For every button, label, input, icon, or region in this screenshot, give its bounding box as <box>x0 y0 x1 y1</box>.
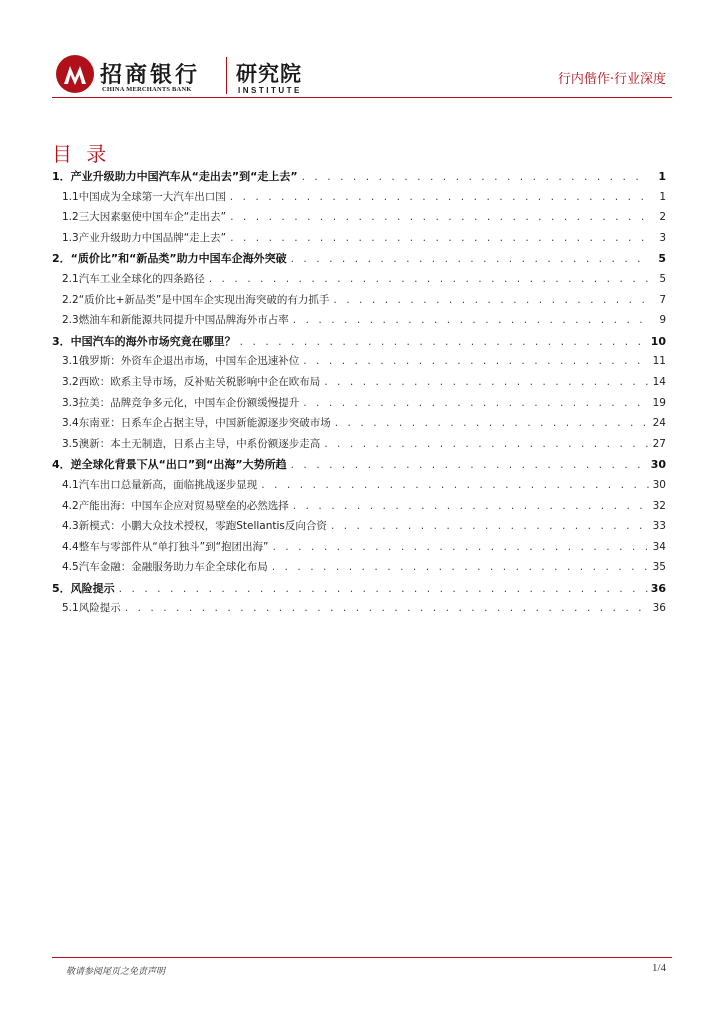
toc-page-number: 36 <box>650 581 666 595</box>
toc-dot-leader <box>332 296 649 306</box>
toc-section-entry[interactable] <box>52 230 666 251</box>
disclaimer-note: 敬请参阅尾页之免责声明 <box>66 967 166 977</box>
bank-name-en: CHINA MERCHANTS BANK <box>102 86 192 93</box>
toc-page-number: 3 <box>659 231 666 244</box>
toc-dot-leader <box>229 213 649 223</box>
toc-page-number: 2 <box>659 211 666 224</box>
toc-page-number: 32 <box>652 499 666 512</box>
toc-dot-leader <box>292 502 649 512</box>
toc-entry-label: 5．风险提示 <box>52 581 115 595</box>
toc-dot-leader <box>229 234 649 244</box>
toc-page-number: 11 <box>652 355 666 368</box>
toc-entry-label: 3.2西欧：欧系主导市场，反补贴关税影响中企在欧布局 <box>62 375 321 388</box>
toc-section-entry[interactable] <box>52 189 666 210</box>
toc-page-number: 1 <box>659 190 666 203</box>
toc-chapter-entry[interactable] <box>52 333 666 354</box>
toc-page-number: 19 <box>652 396 666 409</box>
toc-dot-leader <box>302 399 649 409</box>
toc-section-entry[interactable] <box>52 353 666 374</box>
toc-page-number: 27 <box>652 437 666 450</box>
toc-entry-label: 4.1汽车出口总量新高，面临挑战逐步显现 <box>62 478 258 491</box>
toc-page-number: 30 <box>650 458 666 472</box>
toc-page-number: 24 <box>652 417 666 430</box>
toc-section-entry[interactable] <box>52 292 666 313</box>
toc-dot-leader <box>290 461 648 471</box>
toc-chapter-entry[interactable] <box>52 250 666 271</box>
toc-dot-leader <box>229 193 649 203</box>
report-type: 行内偕作·行业深度 <box>557 72 666 87</box>
toc-section-entry[interactable] <box>52 436 666 457</box>
toc-dot-leader <box>271 543 649 553</box>
toc-page-number: 10 <box>650 334 666 348</box>
toc-section-entry[interactable] <box>52 209 666 230</box>
toc-entry-label: 3.4东南亚：日系车企占据主导，中国新能源逐步突破市场 <box>62 417 331 430</box>
toc-section-entry[interactable] <box>52 498 666 519</box>
toc-entry-label: 4.3新模式：小鹏大众技术授权，零跑Stellantis反向合资 <box>62 520 327 533</box>
toc-entry-label: 1.3产业升级助力中国品牌“走上去” <box>62 231 227 244</box>
toc-dot-leader <box>323 378 649 388</box>
toc-dot-leader <box>260 481 649 491</box>
header-divider <box>52 97 672 98</box>
toc-page-number: 36 <box>652 602 666 615</box>
toc-section-entry[interactable] <box>52 395 666 416</box>
toc-dot-leader <box>330 522 649 532</box>
toc-dot-leader <box>301 173 649 183</box>
toc-dot-leader <box>334 419 649 429</box>
toc-page-number: 1 <box>658 170 666 183</box>
toc-dot-leader <box>292 316 649 326</box>
toc-entry-label: 1.1中国成为全球第一大汽车出口国 <box>62 190 226 203</box>
toc-section-entry[interactable] <box>52 600 666 621</box>
toc-entry-label: 2.3燃油车和新能源共同提升中国品牌海外市占率 <box>62 314 289 327</box>
toc-dot-leader <box>239 338 648 348</box>
toc-page-number: 5 <box>658 252 666 266</box>
institute-name-cn: 研究院 <box>236 62 302 86</box>
toc-chapter-entry[interactable] <box>52 168 666 189</box>
toc-entry-label: 3．中国汽车的海外市场究竟在哪里？ <box>52 334 236 348</box>
toc-page-number: 9 <box>659 314 666 327</box>
toc-chapter-entry[interactable] <box>52 580 666 601</box>
toc-entry-label: 2.1汽车工业全球化的四条路径 <box>62 272 205 285</box>
toc-chapter-entry[interactable] <box>52 456 666 477</box>
toc-entry-label: 2.2“质价比+新品类”是中国车企实现出海突破的有力抓手 <box>62 293 330 306</box>
toc-entry-label: 4.2产能出海：中国车企应对贸易壁垒的必然选择 <box>62 499 289 512</box>
toc-page-number: 35 <box>652 561 666 574</box>
toc-page-number: 5 <box>659 272 666 285</box>
page-header <box>0 0 724 100</box>
toc-entry-label: 4.5汽车金融：金融服务助力车企全球化布局 <box>62 561 268 574</box>
logo-divider <box>226 57 227 94</box>
page-number: 1/4 <box>651 962 666 974</box>
toc-section-entry[interactable] <box>52 271 666 292</box>
institute-name-en: INSTITUTE <box>238 86 302 95</box>
table-of-contents <box>52 168 666 621</box>
toc-dot-leader <box>323 440 649 450</box>
toc-section-entry[interactable] <box>52 559 666 580</box>
toc-dot-leader <box>124 604 649 614</box>
toc-section-entry[interactable] <box>52 415 666 436</box>
toc-page-number: 7 <box>659 293 666 306</box>
toc-section-entry[interactable] <box>52 374 666 395</box>
toc-page-number: 30 <box>652 478 666 491</box>
toc-entry-label: 3.1俄罗斯：外资车企退出市场，中国车企迅速补位 <box>62 355 300 368</box>
bank-name-cn: 招商银行 <box>100 63 201 88</box>
toc-page-number: 33 <box>652 520 666 533</box>
toc-entry-label: 2．“质价比”和“新品类”助力中国车企海外突破 <box>52 252 287 266</box>
toc-entry-label: 4.4整车与零部件从“单打独斗”到“抱团出海” <box>62 540 269 553</box>
toc-section-entry[interactable] <box>52 312 666 333</box>
toc-section-entry[interactable] <box>52 477 666 498</box>
toc-page-number: 34 <box>652 540 666 553</box>
toc-entry-label: 3.5澳新：本土无制造，日系占主导，中系份额逐步走高 <box>62 437 321 450</box>
toc-entry-label: 5.1风险提示 <box>62 602 121 615</box>
toc-section-entry[interactable] <box>52 539 666 560</box>
toc-dot-leader <box>208 275 649 285</box>
toc-dot-leader <box>290 255 649 265</box>
toc-dot-leader <box>118 585 648 595</box>
toc-dot-leader <box>271 563 649 573</box>
toc-page-number: 14 <box>652 375 666 388</box>
footer-divider <box>52 957 672 958</box>
toc-entry-label: 1．产业升级助力中国汽车从“走出去”到“走上去” <box>52 170 298 183</box>
toc-section-entry[interactable] <box>52 518 666 539</box>
toc-title: 目 录 <box>52 142 111 166</box>
cmb-logo-icon <box>55 54 95 94</box>
toc-entry-label: 1.2三大因素驱使中国车企“走出去” <box>62 211 227 224</box>
toc-entry-label: 4．逆全球化背景下从“出口”到“出海”大势所趋 <box>52 458 287 472</box>
toc-dot-leader <box>302 357 649 367</box>
toc-entry-label: 3.3拉美：品牌竞争多元化，中国车企份额缓慢提升 <box>62 396 300 409</box>
